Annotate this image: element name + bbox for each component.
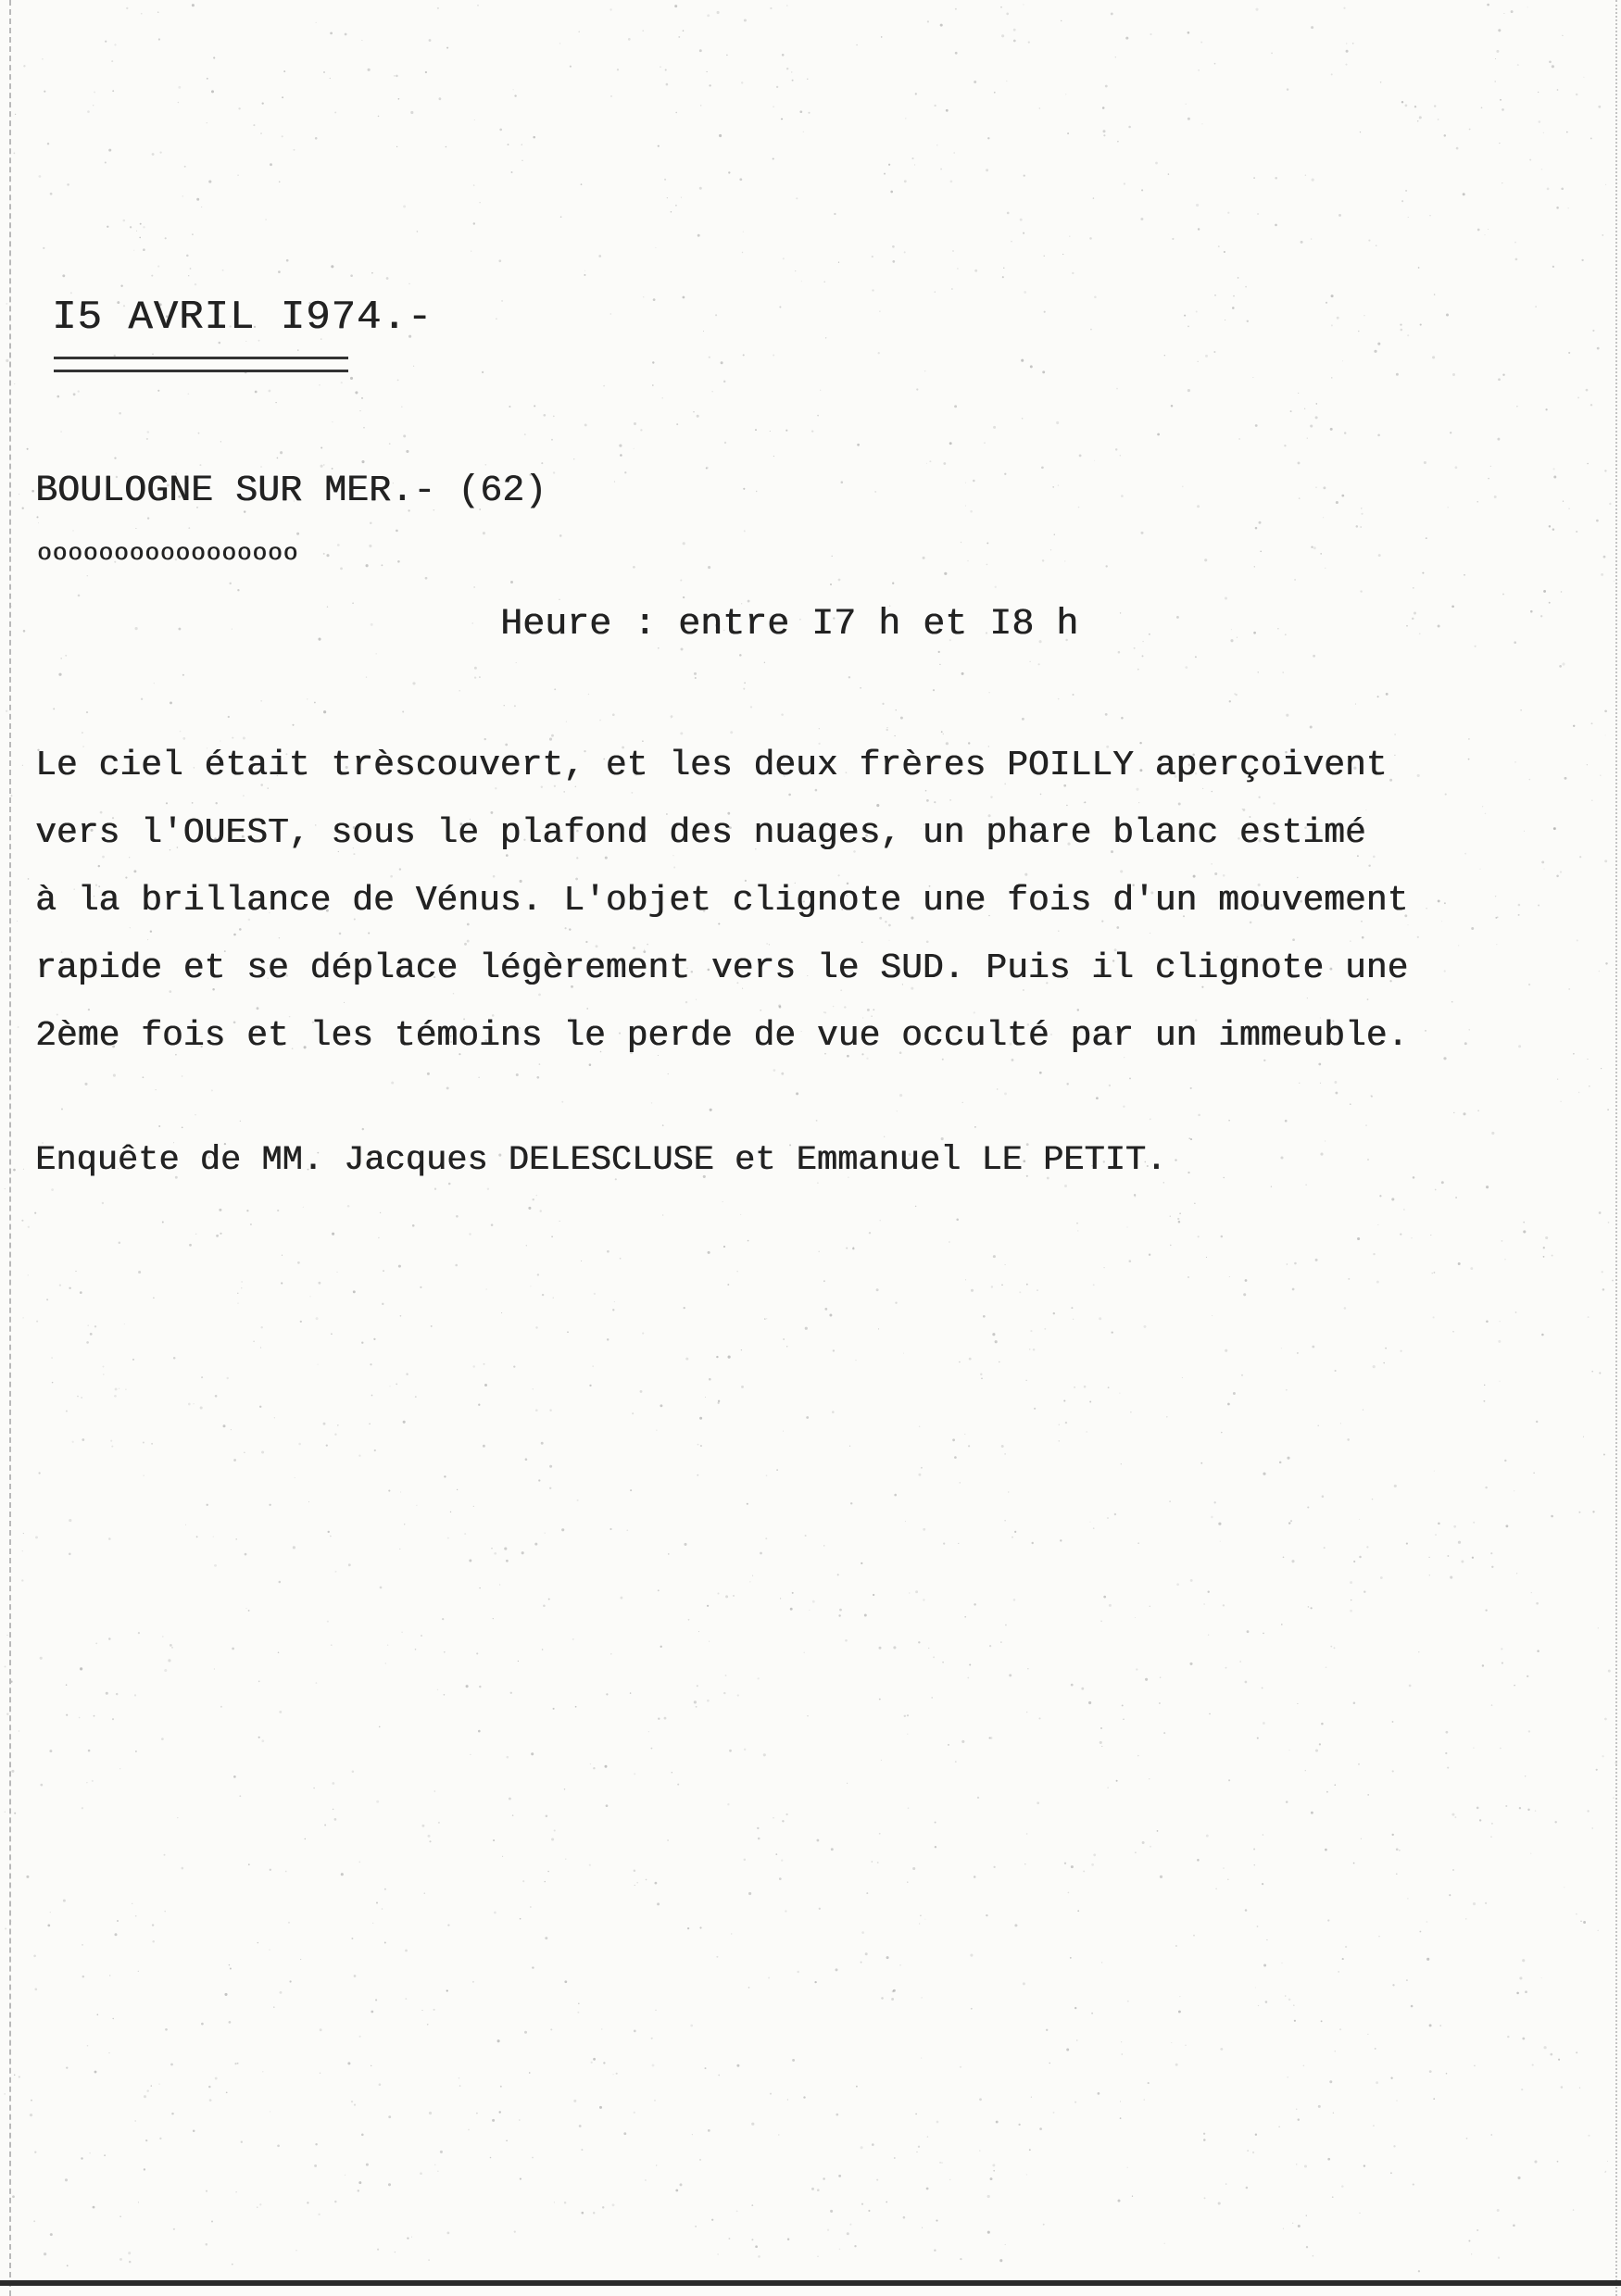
- survey-credit: Enquête de MM. Jacques DELESCLUSE et Emmanuel LE PETIT.: [35, 1141, 1167, 1180]
- bottom-page-edge: [0, 2280, 1621, 2286]
- left-page-edge: [9, 0, 11, 2296]
- report-time: Heure : entre I7 h et I8 h: [500, 604, 1079, 646]
- description-line: 2ème fois et les témoins le perde de vue occulté par un immeuble.: [35, 1016, 1409, 1056]
- description-line: à la brillance de Vénus. L'objet clignote une fois d'un mouvement: [35, 881, 1409, 921]
- location-ornament: ooooooooooooooooo: [37, 539, 299, 567]
- description-line: vers l'OUEST, sous le plafond des nuages, un phare blanc estimé: [35, 813, 1366, 853]
- description-line: Le ciel était trèscouvert, et les deux frères POILLY aperçoivent: [35, 746, 1388, 785]
- description-line: rapide et se déplace légèrement vers le SUD. Puis il clignote une: [35, 948, 1409, 988]
- date-double-underline: [54, 357, 348, 372]
- right-page-edge: [1615, 0, 1617, 2296]
- report-description: [35, 732, 1536, 1070]
- report-date: I5 AVRIL I974.-: [52, 295, 434, 341]
- report-location: BOULOGNE SUR MER.- (62): [35, 470, 547, 512]
